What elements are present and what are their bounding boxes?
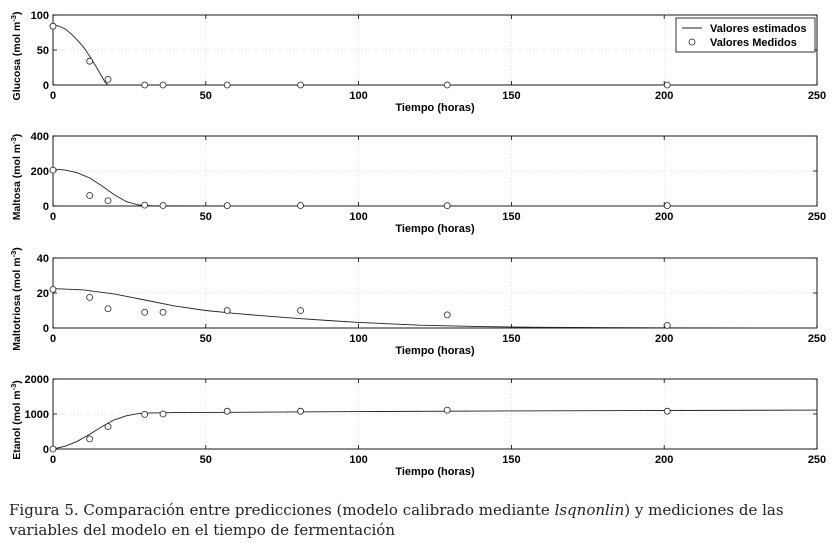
x-tick-label: 200 [655,211,674,223]
y-tick-label: 0 [42,323,49,335]
x-tick-label: 250 [807,211,827,223]
data-point-medido [664,322,670,328]
caption-prefix: Figura 5. Comparación entre predicciones (modelo calibrado mediante [9,501,555,519]
y-axis-label-close: ) [11,11,23,16]
x-tick-label: 0 [49,90,57,102]
legend-entry-label: Valores Medidos [710,37,797,49]
y-axis-label [9,134,23,221]
x-tick-label: 0 [49,211,57,223]
data-point-medido [50,167,56,173]
y-axis-label [9,12,23,101]
data-point-medido [87,58,93,64]
y-tick-label: 20 [36,288,49,300]
chart-panel-1 [9,10,826,114]
data-point-medido [298,202,304,208]
x-tick-label: 200 [655,90,674,102]
y-tick-label: 1000 [24,409,49,421]
y-tick-label: 0 [42,201,49,213]
data-point-medido [664,203,670,209]
data-point-medido [50,287,56,293]
y-tick-label: 2000 [24,374,49,386]
y-axis-label [9,247,23,351]
data-point-medido [142,82,148,88]
x-tick-label: 50 [199,211,212,223]
y-tick-label: 200 [30,166,49,178]
y-axis-label-text: Maltotriosa (mol m [11,257,23,351]
figure-caption [9,500,829,540]
data-point-medido [105,198,111,204]
data-point-medido [87,436,93,442]
y-axis-label-sup: -3 [9,250,18,258]
x-tick-label: 250 [807,454,827,466]
x-tick-label: 250 [807,90,827,102]
y-axis-label [9,380,23,460]
y-tick-label: 0 [42,80,49,92]
series-line-estimados [53,289,817,328]
data-point-medido [160,202,166,208]
data-point-medido [444,203,450,209]
y-axis-label-sup: -3 [9,15,18,22]
data-point-medido [444,82,450,88]
x-tick-label: 100 [349,454,368,466]
chart-panel-3 [9,247,826,357]
x-tick-label: 150 [502,333,521,345]
x-axis-label: Tiempo (horas) [395,345,475,357]
x-tick-label: 250 [807,333,827,345]
x-tick-label: 50 [199,90,212,102]
x-tick-label: 50 [199,333,212,345]
legend [676,18,815,52]
x-tick-label: 100 [349,211,368,223]
y-axis-label-text: Glucosa (mol m [11,21,23,101]
x-tick-label: 100 [349,333,368,345]
x-tick-label: 150 [502,90,521,102]
y-tick-label: 400 [30,131,49,143]
y-tick-label: 100 [30,10,49,22]
data-point-medido [224,203,230,209]
x-tick-label: 0 [49,454,57,466]
y-tick-label: 50 [36,45,49,57]
y-tick-label: 0 [42,444,49,456]
series-line-estimados [53,169,817,206]
data-point-medido [224,408,230,414]
chart-panel-4 [9,374,826,478]
y-tick-label: 40 [36,253,49,265]
data-point-medido [105,306,111,312]
data-point-medido [664,408,670,414]
x-tick-label: 150 [502,211,521,223]
y-axis-label-sup: -3 [9,383,18,391]
data-point-medido [105,424,111,430]
data-point-medido [298,308,304,314]
x-tick-label: 50 [199,454,212,466]
x-tick-label: 200 [655,333,674,345]
data-point-medido [444,312,450,318]
y-axis-label-text: Maltosa (mol m [11,143,23,221]
x-tick-label: 200 [655,454,674,466]
x-tick-label: 0 [49,333,57,345]
series-line-estimados [53,25,114,85]
y-axis-label-sup: -3 [9,137,18,144]
x-axis-label: Tiempo (horas) [395,223,475,235]
legend-entry-label: Valores estimados [710,23,807,35]
data-point-medido [298,408,304,414]
data-point-medido [50,23,56,29]
legend-circle-swatch [689,39,695,45]
data-point-medido [87,193,93,199]
data-point-medido [142,309,148,315]
series-line-estimados [53,410,817,449]
data-point-medido [160,82,166,88]
caption-suffix: ) y mediciones de las variables del modelo en el tiempo de fermentación [9,501,784,539]
y-axis-label-close: ) [11,133,23,138]
x-axis-label: Tiempo (horas) [395,102,475,114]
y-axis-label-text: Etanol (mol m [11,390,23,460]
data-point-medido [444,407,450,413]
x-axis-label: Tiempo (horas) [395,466,475,478]
data-point-medido [50,446,56,452]
caption-italic: lsqnonlin [554,501,625,519]
data-point-medido [160,309,166,315]
y-axis-label-close: ) [11,247,23,251]
x-tick-label: 150 [502,454,521,466]
x-tick-label: 100 [349,90,368,102]
data-point-medido [160,411,166,417]
data-point-medido [105,76,111,82]
chart-panel-2 [9,131,826,235]
data-point-medido [142,411,148,417]
y-axis-label-close: ) [11,380,23,384]
data-point-medido [142,202,148,208]
data-point-medido [224,308,230,314]
data-point-medido [224,82,230,88]
data-point-medido [87,294,93,300]
data-point-medido [664,82,670,88]
data-point-medido [298,82,304,88]
